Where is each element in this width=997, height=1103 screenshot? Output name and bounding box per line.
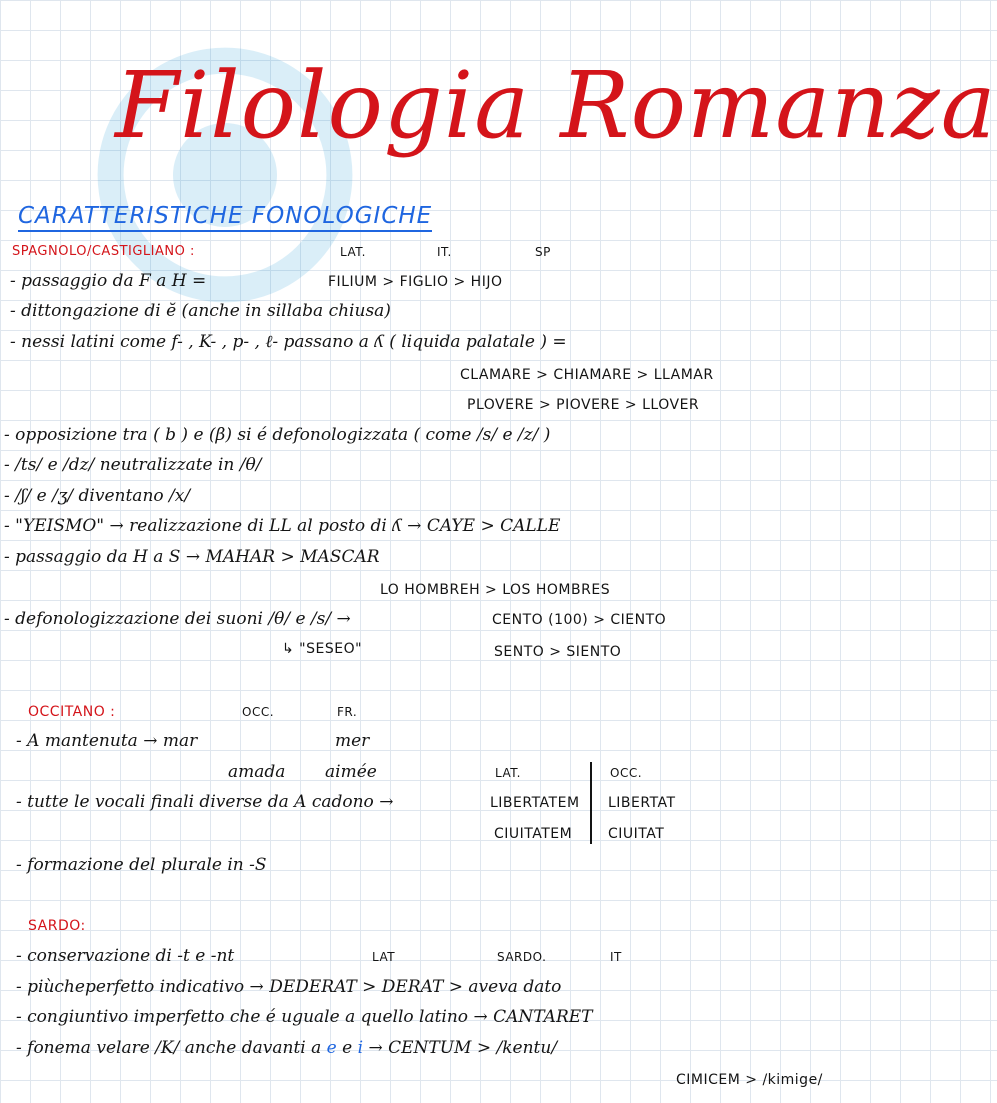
sardo-line-1: - conservazione di -t e -nt [16,946,235,966]
page-title: Filologia Romanza [115,52,997,159]
conjunction-e: e [342,1038,353,1058]
sp-line-6: - /ʃ/ e /ʒ/ diventano /x/ [4,486,191,506]
tbl-lat-head: LAT. [495,766,521,780]
sp-line-1-example: FILIUM > FIGLIO > HIJO [328,274,503,290]
vowel-e: e [326,1038,337,1058]
sardo-line-3: - congiuntivo imperfetto che é uguale a quello latino → CANTARET [16,1007,593,1027]
sardo-col-lat: LAT [372,950,396,964]
tbl-occ-2: CIUITAT [608,826,665,842]
col-fr: FR. [337,705,358,719]
occ-line-2-fr: aimée [325,762,377,782]
sardo-line-4-example: → CENTUM > /kentu/ [368,1038,558,1058]
sardo-label: SARDO: [28,918,86,934]
sp-line-8: - passaggio da H a S → MAHAR > MASCAR [4,547,380,567]
sardo-line-4-text: - fonema velare /K/ anche davanti a [16,1038,322,1058]
vowel-i: i [357,1038,364,1058]
occ-line-3: - tutte le vocali finali diverse da A cadono → [16,792,394,812]
col-lat: LAT. [340,245,366,259]
sp-line-3-example-1: CLAMARE > CHIAMARE > LLAMAR [460,367,714,383]
sardo-line-4 [16,1040,557,1057]
sp-line-7: - "YEISMO" → realizzazione di LL al posto di ʎ → CAYE > CALLE [4,516,561,536]
col-it: IT. [437,245,452,259]
sp-line-9-example-2: SENTO > SIENTO [494,644,622,660]
occitano-label: OCCITANO : [28,704,116,720]
sardo-col-it: IT [610,950,622,964]
tbl-occ-1: LIBERTAT [608,795,676,811]
col-occ: OCC. [242,705,275,719]
sardo-line-5: CIMICEM > /kimige/ [676,1072,823,1088]
section-heading: CARATTERISTICHE FONOLOGICHE [18,203,432,232]
occ-line-4: - formazione del plurale in -S [16,855,267,875]
spagnolo-label: SPAGNOLO/CASTIGLIANO : [12,244,195,259]
sp-line-9: - defonologizzazione dei suoni /θ/ e /s/ → [4,609,351,629]
tbl-lat-1: LIBERTATEM [490,795,580,811]
seseo-note: ↳ "SESEO" [282,641,363,657]
occ-line-2-occ: amada [228,762,286,782]
sp-line-9-example-1: CENTO (100) > CIENTO [492,612,667,628]
col-sp: SP [535,245,551,259]
sp-line-5: - /ts/ e /dz/ neutralizzate in /θ/ [4,455,262,475]
sp-line-3-example-2: PLOVERE > PIOVERE > LLOVER [467,397,700,413]
sp-line-2: - dittongazione di ĕ (anche in sillaba chiusa) [10,301,391,321]
sp-line-3: - nessi latini come f- , K- , p- , ℓ- passano a ʎ ( liquida palatale ) = [10,332,567,352]
sardo-col-sardo: SARDO. [497,950,547,964]
tbl-lat-2: CIUITATEM [494,826,573,842]
sp-line-4: - opposizione tra ( b ) e (β) si é defonologizzata ( come /s/ e /z/ ) [4,425,551,445]
sp-line-8-example: LO HOMBREH > LOS HOMBRES [380,582,611,598]
occ-line-1: - A mantenuta → mar [16,731,198,751]
tbl-occ-head: OCC. [610,766,643,780]
sardo-line-2: - piùcheperfetto indicativo → DEDERAT > DERAT > aveva dato [16,977,562,997]
occ-line-1-fr: mer [335,731,370,751]
sp-line-1: - passaggio da F a H = [10,271,207,291]
table-divider [590,762,592,844]
